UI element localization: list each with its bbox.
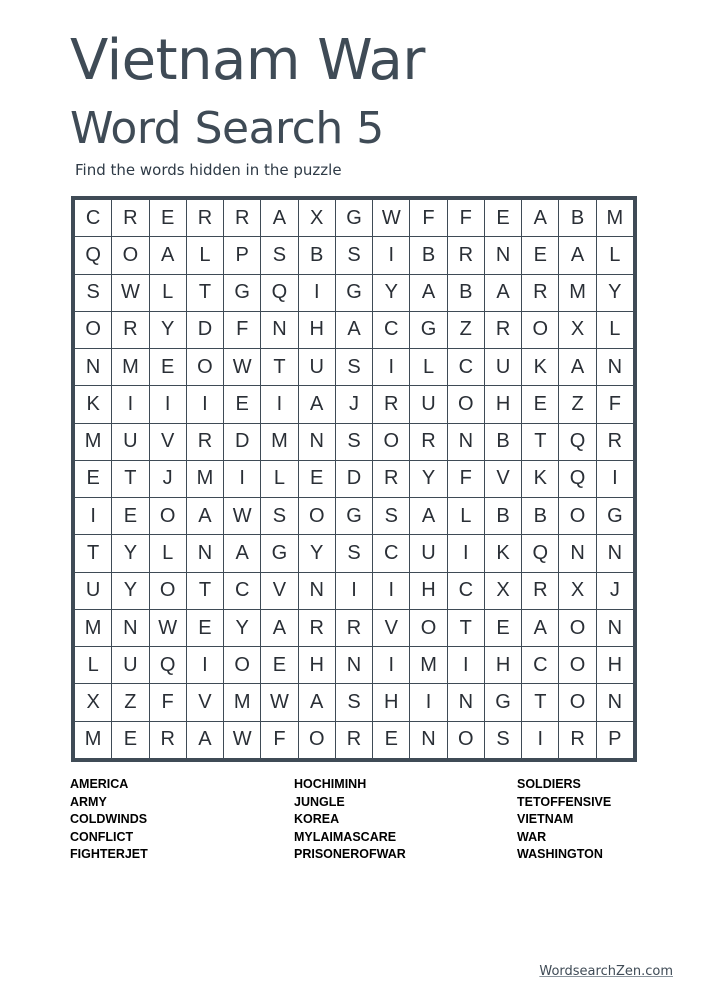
grid-cell: L — [261, 461, 297, 497]
grid-cell: L — [597, 237, 633, 273]
grid-cell: M — [597, 200, 633, 236]
word-list-item: WASHINGTON — [517, 847, 603, 862]
grid-cell: P — [597, 722, 633, 758]
grid-cell: D — [336, 461, 372, 497]
grid-cell: J — [150, 461, 186, 497]
grid-cell: E — [485, 200, 521, 236]
grid-cell: I — [150, 386, 186, 422]
grid-cell: N — [336, 647, 372, 683]
grid-cell: O — [299, 722, 335, 758]
grid-cell: V — [261, 573, 297, 609]
grid-cell: R — [448, 237, 484, 273]
grid-cell: A — [187, 722, 223, 758]
grid-cell: S — [373, 498, 409, 534]
grid-cell: T — [187, 275, 223, 311]
grid-cell: J — [336, 386, 372, 422]
grid-cell: K — [522, 461, 558, 497]
word-list-item: COLDWINDS — [70, 812, 148, 827]
grid-cell: O — [448, 386, 484, 422]
grid-cell: L — [448, 498, 484, 534]
grid-cell: I — [261, 386, 297, 422]
grid-cell: C — [448, 349, 484, 385]
grid-cell: O — [150, 498, 186, 534]
grid-cell: C — [448, 573, 484, 609]
grid-cell: E — [75, 461, 111, 497]
word-list-column-1 — [70, 776, 270, 864]
grid-cell: A — [559, 349, 595, 385]
grid-cell: O — [410, 610, 446, 646]
grid-cell: X — [299, 200, 335, 236]
grid-cell: Z — [448, 312, 484, 348]
grid-cell: L — [187, 237, 223, 273]
grid-cell: I — [373, 573, 409, 609]
instructions-text: Find the words hidden in the puzzle — [75, 161, 342, 179]
word-list-column-2 — [294, 776, 494, 864]
grid-cell: S — [336, 424, 372, 460]
grid-cell: T — [112, 461, 148, 497]
grid-cell: B — [485, 498, 521, 534]
grid-cell: H — [485, 647, 521, 683]
grid-cell: M — [410, 647, 446, 683]
grid-cell: Y — [150, 312, 186, 348]
grid-cell: K — [75, 386, 111, 422]
grid-cell: N — [410, 722, 446, 758]
grid-cell: O — [559, 610, 595, 646]
grid-cell: R — [522, 573, 558, 609]
grid-cell: I — [597, 461, 633, 497]
grid-cell: B — [299, 237, 335, 273]
grid-cell: M — [75, 722, 111, 758]
grid-cell: O — [559, 647, 595, 683]
word-list-item: MYLAIMASCARE — [294, 829, 397, 844]
grid-cell: V — [150, 424, 186, 460]
grid-cell: E — [112, 722, 148, 758]
grid-cell: M — [112, 349, 148, 385]
word-list-item: KOREA — [294, 812, 340, 827]
grid-cell: I — [299, 275, 335, 311]
grid-cell: A — [522, 200, 558, 236]
word-list-item: AMERICA — [70, 777, 129, 791]
grid-cell: Y — [224, 610, 260, 646]
word-list-item: CONFLICT — [70, 829, 134, 844]
word-list-item: WAR — [517, 829, 547, 844]
grid-cell: A — [559, 237, 595, 273]
grid-cell: D — [224, 424, 260, 460]
grid-cell: N — [597, 610, 633, 646]
grid-cell: E — [373, 722, 409, 758]
grid-cell: Q — [559, 424, 595, 460]
grid-cell: O — [522, 312, 558, 348]
grid-cell: E — [299, 461, 335, 497]
grid-cell: T — [448, 610, 484, 646]
grid-cell: I — [373, 237, 409, 273]
grid-cell: I — [448, 535, 484, 571]
grid-cell: V — [373, 610, 409, 646]
word-list-item: JUNGLE — [294, 794, 345, 809]
grid-cell: S — [336, 349, 372, 385]
page-title: Vietnam War — [70, 28, 425, 93]
grid-cell: A — [187, 498, 223, 534]
grid-cell: N — [299, 573, 335, 609]
grid-cell: S — [485, 722, 521, 758]
grid-cell: I — [448, 647, 484, 683]
grid-cell: L — [597, 312, 633, 348]
grid-cell: R — [336, 610, 372, 646]
grid-cell: W — [373, 200, 409, 236]
grid-cell: R — [150, 722, 186, 758]
grid-cell: A — [299, 684, 335, 720]
grid-cell: U — [112, 647, 148, 683]
grid-cell: E — [150, 349, 186, 385]
grid-cell: J — [597, 573, 633, 609]
grid-cell: Y — [410, 461, 446, 497]
grid-cell: E — [112, 498, 148, 534]
grid-cell: O — [373, 424, 409, 460]
credit-link[interactable]: WordsearchZen.com — [539, 964, 673, 979]
grid-cell: R — [522, 275, 558, 311]
grid-cell: H — [299, 647, 335, 683]
grid-cell: M — [187, 461, 223, 497]
grid-cell: G — [485, 684, 521, 720]
grid-cell: R — [187, 424, 223, 460]
word-list-item: FIGHTERJET — [70, 847, 148, 862]
grid-cell: N — [448, 424, 484, 460]
grid-cell: N — [485, 237, 521, 273]
grid-cell: L — [75, 647, 111, 683]
grid-cell: O — [112, 237, 148, 273]
grid-cell: C — [522, 647, 558, 683]
grid-cell: O — [187, 349, 223, 385]
grid-cell: B — [410, 237, 446, 273]
grid-cell: I — [112, 386, 148, 422]
grid-cell: Y — [112, 535, 148, 571]
grid-cell: A — [261, 610, 297, 646]
grid-cell: Y — [112, 573, 148, 609]
grid-cell: Q — [261, 275, 297, 311]
grid-cell: Q — [75, 237, 111, 273]
word-list-item: HOCHIMINH — [294, 777, 367, 791]
grid-cell: N — [261, 312, 297, 348]
grid-cell: N — [559, 535, 595, 571]
grid-cell: G — [597, 498, 633, 534]
grid-cell: Y — [373, 275, 409, 311]
grid-cell: X — [559, 573, 595, 609]
grid-cell: X — [75, 684, 111, 720]
grid-cell: A — [224, 535, 260, 571]
grid-cell: R — [112, 200, 148, 236]
grid-cell: E — [485, 610, 521, 646]
grid-cell: B — [485, 424, 521, 460]
grid-cell: H — [410, 573, 446, 609]
grid-cell: N — [597, 684, 633, 720]
grid-cell: F — [150, 684, 186, 720]
grid-cell: H — [485, 386, 521, 422]
grid-cell: I — [187, 647, 223, 683]
grid-cell: C — [373, 535, 409, 571]
grid-cell: M — [75, 424, 111, 460]
grid-cell: W — [112, 275, 148, 311]
grid-cell: K — [485, 535, 521, 571]
grid-cell: R — [410, 424, 446, 460]
grid-cell: A — [522, 610, 558, 646]
grid-cell: R — [112, 312, 148, 348]
grid-cell: I — [373, 647, 409, 683]
word-list-item: PRISONEROFWAR — [294, 847, 406, 862]
grid-cell: O — [448, 722, 484, 758]
grid-cell: N — [448, 684, 484, 720]
word-list-item: ARMY — [70, 794, 107, 809]
grid-cell: R — [485, 312, 521, 348]
grid-cell: W — [150, 610, 186, 646]
grid-cell: N — [597, 349, 633, 385]
grid-cell: C — [224, 573, 260, 609]
grid-cell: I — [522, 722, 558, 758]
word-list-column-3 — [517, 776, 707, 864]
grid-cell: S — [336, 684, 372, 720]
grid-cell: O — [75, 312, 111, 348]
grid-cell: U — [485, 349, 521, 385]
grid-cell: R — [299, 610, 335, 646]
grid-cell: U — [410, 535, 446, 571]
grid-cell: S — [261, 498, 297, 534]
grid-cell: F — [261, 722, 297, 758]
grid-cell: X — [485, 573, 521, 609]
grid-cell: Q — [559, 461, 595, 497]
grid-cell: Z — [559, 386, 595, 422]
grid-cell: F — [448, 200, 484, 236]
grid-cell: W — [261, 684, 297, 720]
grid-cell: F — [224, 312, 260, 348]
grid-cell: H — [373, 684, 409, 720]
grid-cell: R — [224, 200, 260, 236]
grid-cell: F — [448, 461, 484, 497]
grid-cell: B — [559, 200, 595, 236]
grid-cell: G — [410, 312, 446, 348]
grid-cell: L — [410, 349, 446, 385]
grid-cell: L — [150, 275, 186, 311]
grid-cell: I — [187, 386, 223, 422]
grid-cell: R — [336, 722, 372, 758]
grid-cell: G — [224, 275, 260, 311]
grid-cell: T — [261, 349, 297, 385]
grid-cell: P — [224, 237, 260, 273]
grid-cell: C — [373, 312, 409, 348]
grid-cell: A — [410, 275, 446, 311]
grid-cell: N — [597, 535, 633, 571]
grid-cell: I — [224, 461, 260, 497]
grid-cell: T — [187, 573, 223, 609]
grid-cell: M — [224, 684, 260, 720]
grid-cell: A — [336, 312, 372, 348]
grid-cell: I — [410, 684, 446, 720]
grid-cell: Q — [522, 535, 558, 571]
grid-cell: R — [187, 200, 223, 236]
grid-cell: M — [75, 610, 111, 646]
grid-cell: R — [597, 424, 633, 460]
grid-cell: F — [410, 200, 446, 236]
grid-cell: E — [261, 647, 297, 683]
grid-cell: N — [299, 424, 335, 460]
grid-cell: I — [373, 349, 409, 385]
grid-cell: G — [336, 498, 372, 534]
grid-cell: A — [299, 386, 335, 422]
grid-cell: V — [187, 684, 223, 720]
grid-cell: U — [299, 349, 335, 385]
grid-cell: H — [597, 647, 633, 683]
grid-cell: S — [336, 535, 372, 571]
page-subtitle-title: Word Search 5 — [70, 103, 384, 154]
grid-cell: N — [112, 610, 148, 646]
grid-cell: A — [261, 200, 297, 236]
puzzle-grid — [71, 196, 637, 762]
grid-cell: V — [485, 461, 521, 497]
grid-cell: H — [299, 312, 335, 348]
grid-cell: M — [559, 275, 595, 311]
grid-cell: T — [522, 424, 558, 460]
grid-cell: S — [261, 237, 297, 273]
grid-cell: U — [112, 424, 148, 460]
grid-cell: I — [336, 573, 372, 609]
grid-cell: Y — [597, 275, 633, 311]
grid-cell: E — [224, 386, 260, 422]
grid-cell: G — [336, 200, 372, 236]
grid-cell: A — [150, 237, 186, 273]
grid-cell: A — [410, 498, 446, 534]
grid-cell: Q — [150, 647, 186, 683]
grid-cell: W — [224, 349, 260, 385]
grid-cell: R — [559, 722, 595, 758]
grid-cell: N — [75, 349, 111, 385]
grid-cell: S — [75, 275, 111, 311]
grid-cell: L — [150, 535, 186, 571]
grid-cell: M — [261, 424, 297, 460]
grid-cell: D — [187, 312, 223, 348]
grid-cell: O — [559, 498, 595, 534]
grid-cell: U — [410, 386, 446, 422]
grid-cell: B — [522, 498, 558, 534]
grid-cell: O — [299, 498, 335, 534]
grid-cell: A — [485, 275, 521, 311]
grid-cell: F — [597, 386, 633, 422]
grid-cell: E — [522, 386, 558, 422]
grid-cell: G — [261, 535, 297, 571]
grid-cell: O — [150, 573, 186, 609]
grid-cell: C — [75, 200, 111, 236]
grid-cell: U — [75, 573, 111, 609]
grid-cell: I — [75, 498, 111, 534]
grid-cell: W — [224, 722, 260, 758]
word-list-item: SOLDIERS — [517, 777, 581, 791]
grid-cell: O — [559, 684, 595, 720]
grid-cell: O — [224, 647, 260, 683]
grid-cell: G — [336, 275, 372, 311]
grid-cell: X — [559, 312, 595, 348]
grid-cell: T — [75, 535, 111, 571]
grid-cell: R — [373, 461, 409, 497]
grid-cell: Z — [112, 684, 148, 720]
grid-cell: N — [187, 535, 223, 571]
grid-cell: K — [522, 349, 558, 385]
word-list-item: TETOFFENSIVE — [517, 794, 612, 809]
grid-cell: E — [187, 610, 223, 646]
grid-cell: B — [448, 275, 484, 311]
grid-cell: E — [150, 200, 186, 236]
word-list-item: VIETNAM — [517, 812, 574, 827]
grid-cell: R — [373, 386, 409, 422]
grid-cell: T — [522, 684, 558, 720]
grid-cell: S — [336, 237, 372, 273]
grid-cell: Y — [299, 535, 335, 571]
grid-cell: E — [522, 237, 558, 273]
grid-cell: W — [224, 498, 260, 534]
